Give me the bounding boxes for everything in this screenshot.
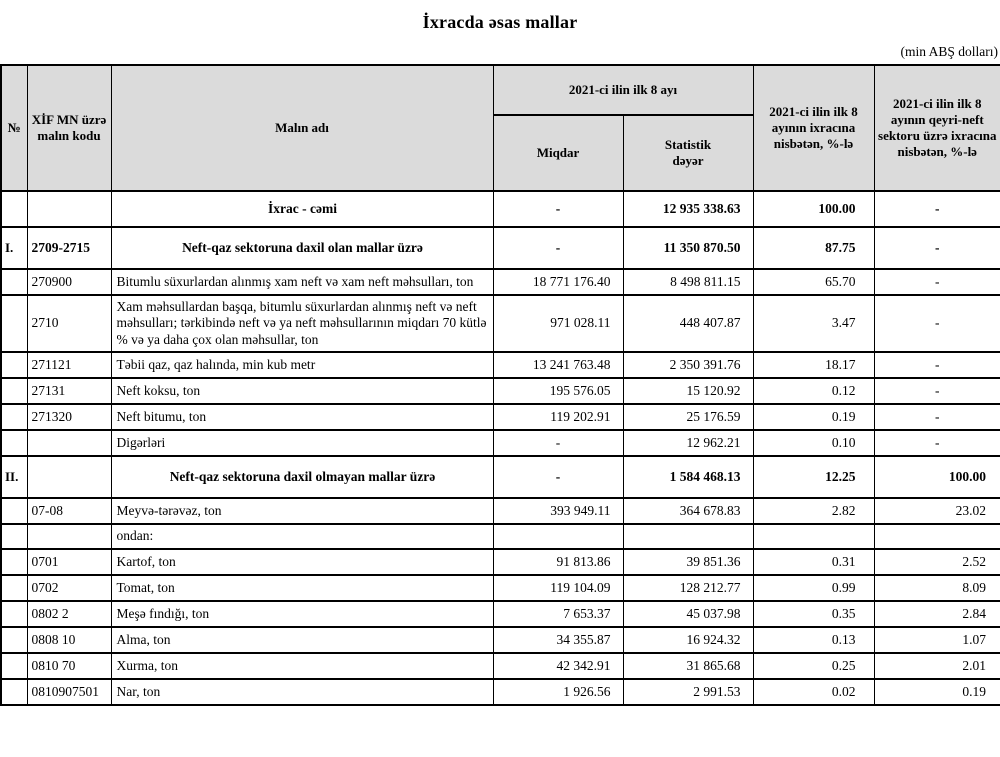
header-period-group: 2021-ci ilin ilk 8 ayı (493, 65, 753, 115)
cell-name: Alma, ton (111, 627, 493, 653)
cell-code (27, 191, 111, 227)
cell-code: 0810 70 (27, 653, 111, 679)
cell-no (1, 601, 27, 627)
cell-share-nonoil: 2.52 (874, 549, 1000, 575)
cell-share-total: 0.10 (753, 430, 874, 456)
cell-quantity: 119 104.09 (493, 575, 623, 601)
cell-share-nonoil: - (874, 227, 1000, 269)
cell-name: Meyvə-tərəvəz, ton (111, 498, 493, 524)
cell-quantity: - (493, 456, 623, 498)
cell-share-nonoil: - (874, 191, 1000, 227)
cell-share-total: 0.99 (753, 575, 874, 601)
cell-share-nonoil: 100.00 (874, 456, 1000, 498)
cell-quantity: 393 949.11 (493, 498, 623, 524)
cell-share-total: 3.47 (753, 295, 874, 352)
table-row (1, 404, 1000, 430)
cell-stat-value: 448 407.87 (623, 295, 753, 352)
table-row (1, 269, 1000, 295)
table-header (1, 65, 1000, 191)
cell-name: İxrac - cəmi (111, 191, 493, 227)
cell-name: Nar, ton (111, 679, 493, 705)
unit-note: (min ABŞ dolları) (900, 44, 998, 59)
cell-no (1, 295, 27, 352)
cell-share-total: 0.19 (753, 404, 874, 430)
cell-name: Neft koksu, ton (111, 378, 493, 404)
cell-name: Bitumlu süxurlardan alınmış xam neft və xam neft məhsulları, ton (111, 269, 493, 295)
cell-code: 0701 (27, 549, 111, 575)
cell-no (1, 575, 27, 601)
header-quantity: Miqdar (493, 115, 623, 191)
cell-stat-value: 15 120.92 (623, 378, 753, 404)
cell-stat-value: 128 212.77 (623, 575, 753, 601)
cell-name: Meşə fındığı, ton (111, 601, 493, 627)
cell-quantity: 1 926.56 (493, 679, 623, 705)
cell-share-nonoil: 23.02 (874, 498, 1000, 524)
cell-code (27, 456, 111, 498)
cell-share-nonoil: - (874, 295, 1000, 352)
cell-quantity: 18 771 176.40 (493, 269, 623, 295)
cell-name: Neft-qaz sektoruna daxil olmayan mallar üzrə (111, 456, 493, 498)
table-row (1, 352, 1000, 378)
cell-share-total: 0.12 (753, 378, 874, 404)
cell-share-total: 100.00 (753, 191, 874, 227)
cell-no (1, 430, 27, 456)
cell-share-total: 0.35 (753, 601, 874, 627)
table-body (1, 191, 1000, 705)
table-row (1, 601, 1000, 627)
cell-no (1, 653, 27, 679)
page-title: İxracda əsas mallar (422, 12, 578, 32)
header-share-nonoil: 2021-ci ilin ilk 8 ayının qeyri-neft sektoru üzrə ixracına nisbətən, %-lə (874, 65, 1000, 191)
table-row (1, 549, 1000, 575)
cell-name: Neft-qaz sektoruna daxil olan mallar üzrə (111, 227, 493, 269)
cell-name: Xam məhsullardan başqa, bitumlu süxurlardan alınmış neft və neft məhsulları; tərkibində neft və ya neft məhsullarının miqdarı 70 kütlə % və ya daha çox olan məhsullar, ton (111, 295, 493, 352)
cell-no: I. (1, 227, 27, 269)
cell-share-total: 0.13 (753, 627, 874, 653)
cell-share-nonoil: 0.19 (874, 679, 1000, 705)
cell-stat-value: 2 350 391.76 (623, 352, 753, 378)
cell-no (1, 378, 27, 404)
cell-share-total (753, 524, 874, 548)
cell-share-total: 65.70 (753, 269, 874, 295)
cell-share-total: 18.17 (753, 352, 874, 378)
cell-quantity: 91 813.86 (493, 549, 623, 575)
cell-quantity: - (493, 191, 623, 227)
cell-share-nonoil: - (874, 430, 1000, 456)
cell-stat-value: 8 498 811.15 (623, 269, 753, 295)
table-row (1, 378, 1000, 404)
cell-no (1, 524, 27, 548)
cell-name: ondan: (111, 524, 493, 548)
cell-share-nonoil: - (874, 404, 1000, 430)
cell-quantity: 971 028.11 (493, 295, 623, 352)
cell-stat-value: 11 350 870.50 (623, 227, 753, 269)
cell-quantity: 34 355.87 (493, 627, 623, 653)
cell-no (1, 679, 27, 705)
cell-stat-value: 31 865.68 (623, 653, 753, 679)
cell-stat-value: 25 176.59 (623, 404, 753, 430)
header-code: XİF MN üzrə malın kodu (27, 65, 111, 191)
cell-code: 271121 (27, 352, 111, 378)
header-stat-value: Statistik dəyər (623, 115, 753, 191)
cell-stat-value: 39 851.36 (623, 549, 753, 575)
cell-quantity (493, 524, 623, 548)
cell-stat-value (623, 524, 753, 548)
cell-stat-value: 1 584 468.13 (623, 456, 753, 498)
cell-code: 0810907501 (27, 679, 111, 705)
cell-share-nonoil: - (874, 378, 1000, 404)
cell-share-total: 12.25 (753, 456, 874, 498)
cell-quantity: 42 342.91 (493, 653, 623, 679)
cell-share-total: 87.75 (753, 227, 874, 269)
cell-code: 2709-2715 (27, 227, 111, 269)
table-row (1, 191, 1000, 227)
cell-share-nonoil: - (874, 352, 1000, 378)
table-row (1, 679, 1000, 705)
cell-share-total: 0.31 (753, 549, 874, 575)
cell-share-nonoil (874, 524, 1000, 548)
table-row (1, 653, 1000, 679)
header-share-total: 2021-ci ilin ilk 8 ayının ixracına nisbətən, %-lə (753, 65, 874, 191)
table-row (1, 627, 1000, 653)
cell-stat-value: 45 037.98 (623, 601, 753, 627)
cell-quantity: 195 576.05 (493, 378, 623, 404)
table-row (1, 498, 1000, 524)
cell-code: 0808 10 (27, 627, 111, 653)
cell-share-nonoil: 1.07 (874, 627, 1000, 653)
table-row (1, 227, 1000, 269)
cell-code (27, 430, 111, 456)
cell-quantity: 119 202.91 (493, 404, 623, 430)
cell-code: 0802 2 (27, 601, 111, 627)
cell-no (1, 627, 27, 653)
table-row (1, 430, 1000, 456)
cell-code: 07-08 (27, 498, 111, 524)
cell-quantity: - (493, 430, 623, 456)
cell-name: Təbii qaz, qaz halında, min kub metr (111, 352, 493, 378)
cell-share-total: 0.02 (753, 679, 874, 705)
header-name: Malın adı (111, 65, 493, 191)
table-header-row-top (1, 65, 1000, 115)
cell-no (1, 269, 27, 295)
cell-no (1, 352, 27, 378)
cell-stat-value: 2 991.53 (623, 679, 753, 705)
cell-code: 0702 (27, 575, 111, 601)
cell-no (1, 549, 27, 575)
cell-no (1, 498, 27, 524)
cell-code: 271320 (27, 404, 111, 430)
cell-name: Digərləri (111, 430, 493, 456)
exports-table (0, 64, 1000, 706)
cell-code: 2710 (27, 295, 111, 352)
cell-code (27, 524, 111, 548)
table-row (1, 524, 1000, 548)
cell-stat-value: 12 935 338.63 (623, 191, 753, 227)
cell-no: II. (1, 456, 27, 498)
table-row (1, 456, 1000, 498)
cell-share-nonoil: - (874, 269, 1000, 295)
cell-no (1, 404, 27, 430)
cell-share-total: 2.82 (753, 498, 874, 524)
header-no: № (1, 65, 27, 191)
table-row (1, 575, 1000, 601)
cell-quantity: 13 241 763.48 (493, 352, 623, 378)
cell-share-nonoil: 8.09 (874, 575, 1000, 601)
cell-name: Xurma, ton (111, 653, 493, 679)
cell-code: 27131 (27, 378, 111, 404)
cell-name: Neft bitumu, ton (111, 404, 493, 430)
cell-name: Tomat, ton (111, 575, 493, 601)
cell-stat-value: 364 678.83 (623, 498, 753, 524)
cell-stat-value: 16 924.32 (623, 627, 753, 653)
cell-no (1, 191, 27, 227)
cell-stat-value: 12 962.21 (623, 430, 753, 456)
cell-quantity: - (493, 227, 623, 269)
cell-quantity: 7 653.37 (493, 601, 623, 627)
cell-share-nonoil: 2.84 (874, 601, 1000, 627)
cell-share-nonoil: 2.01 (874, 653, 1000, 679)
cell-name: Kartof, ton (111, 549, 493, 575)
cell-share-total: 0.25 (753, 653, 874, 679)
cell-code: 270900 (27, 269, 111, 295)
table-row (1, 295, 1000, 352)
